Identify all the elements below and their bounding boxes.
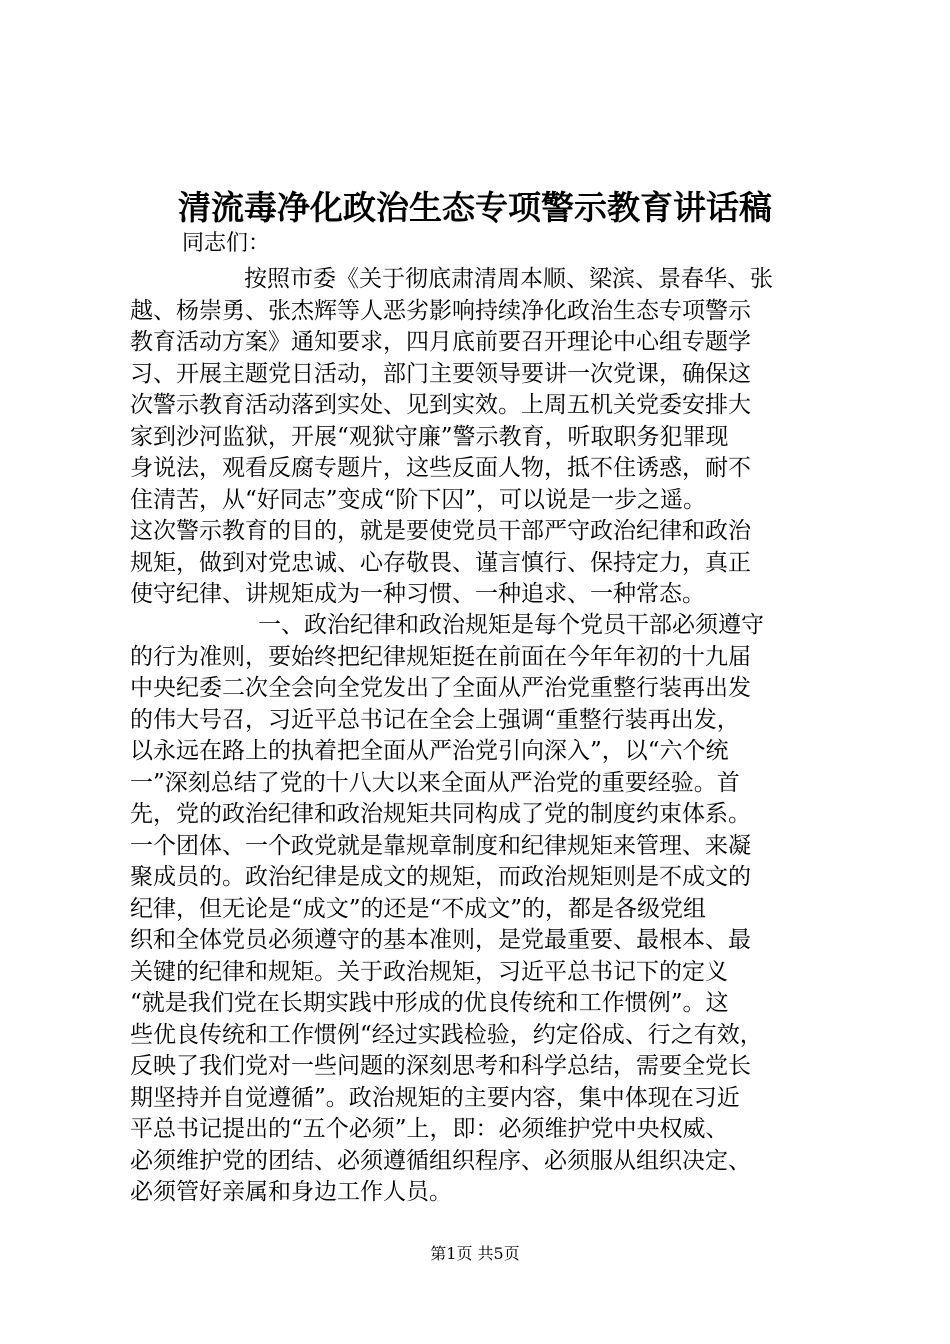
paragraph-line: 的行为准则，要始终把纪律规矩挺在前面在今年年初的十九届	[130, 643, 751, 670]
paragraph-line: 平总书记提出的“五个必须”上，即：必须维护党中央权威、	[130, 1116, 729, 1142]
paragraph-line: 些优良传统和工作惯例“经过实践检验，约定俗成、行之有效，	[130, 1021, 763, 1048]
paragraph-2	[130, 610, 846, 1209]
paragraph-line: 按照市委《关于彻底肃清周本顺、梁滨、景春华、张	[244, 266, 773, 292]
paragraph-line: 聚成员的。政治纪律是成文的规矩，而政治规矩则是不成文的	[130, 864, 751, 890]
paragraph-line: 一个团体、一个政党就是靠规章制度和纪律规矩来管理、来凝	[130, 832, 751, 859]
paragraph-line: 必须管好亲属和身边工作人员。	[130, 1179, 452, 1205]
paragraph-line: 身说法，观看反腐专题片，这些反面人物，抵不住诱惑，耐不	[130, 455, 751, 481]
paragraph-line: 反映了我们党对一些问题的深刻思考和科学总结，需要全党长	[130, 1053, 751, 1079]
paragraph-line: 次警示教育活动落到实处、见到实效。上周五机关党委安排大	[130, 392, 751, 418]
paragraph-1	[130, 264, 846, 611]
document-title: 清流毒净化政治生态专项警示教育讲话稿	[178, 188, 772, 227]
paragraph-line: 规矩，做到对党忠诚、心存敬畏、谨言慎行、保持定力，真正	[130, 549, 751, 576]
paragraph-line: 纪律，但无论是“成文”的还是“不成文”的，都是各级党组	[130, 895, 707, 922]
paragraph-line: 习、开展主题党日活动，部门主要领导要讲一次党课，确保这	[130, 360, 751, 387]
paragraph-line: 教育活动方案》通知要求，四月底前要召开理论中心组专题学	[130, 329, 751, 355]
paragraph-line: 期坚持并自觉遵循”。政治规矩的主要内容，集中体现在习近	[130, 1084, 740, 1111]
paragraph-line: 家到沙河监狱，开展“观狱守廉”警示教育，听取职务犯罪现	[130, 423, 729, 450]
salutation: 同志们：	[182, 231, 271, 256]
paragraph-line: 先，党的政治纪律和政治规矩共同构成了党的制度约束体系。	[130, 801, 751, 827]
paragraph-line: 以永远在路上的执着把全面从严治党引向深入”，以“六个统	[130, 738, 729, 764]
paragraph-line: 使守纪律、讲规矩成为一种习惯、一种追求、一种常态。	[130, 581, 705, 607]
paragraph-line: 中央纪委二次全会向全党发出了全面从严治党重整行装再出发	[130, 675, 751, 701]
page-footer: 第1页 共5页	[430, 1244, 520, 1263]
paragraph-line: 越、杨崇勇、张杰辉等人恶劣影响持续净化政治生态专项警示	[130, 297, 751, 324]
paragraph-line: 这次警示教育的目的，就是要使党员干部严守政治纪律和政治	[130, 518, 751, 544]
paragraph-line: 一、政治纪律和政治规矩是每个党员干部必须遵守	[258, 612, 764, 638]
paragraph-line: 住清苦，从“好同志”变成“阶下囚”，可以说是一步之遥。	[130, 486, 707, 513]
paragraph-line: “就是我们党在长期实践中形成的优良传统和工作惯例”。这	[130, 990, 729, 1016]
paragraph-line: 的伟大号召，习近平总书记在全会上强调“重整行装再出发，	[130, 706, 740, 733]
paragraph-line: 织和全体党员必须遵守的基本准则，是党最重要、最根本、最	[130, 927, 751, 953]
paragraph-line: 必须维护党的团结、必须遵循组织程序、必须服从组织决定、	[130, 1147, 751, 1174]
paragraph-line: 一”深刻总结了党的十八大以来全面从严治党的重要经验。首	[130, 769, 740, 796]
paragraph-line: 关键的纪律和规矩。关于政治规矩，习近平总书记下的定义	[130, 958, 728, 985]
